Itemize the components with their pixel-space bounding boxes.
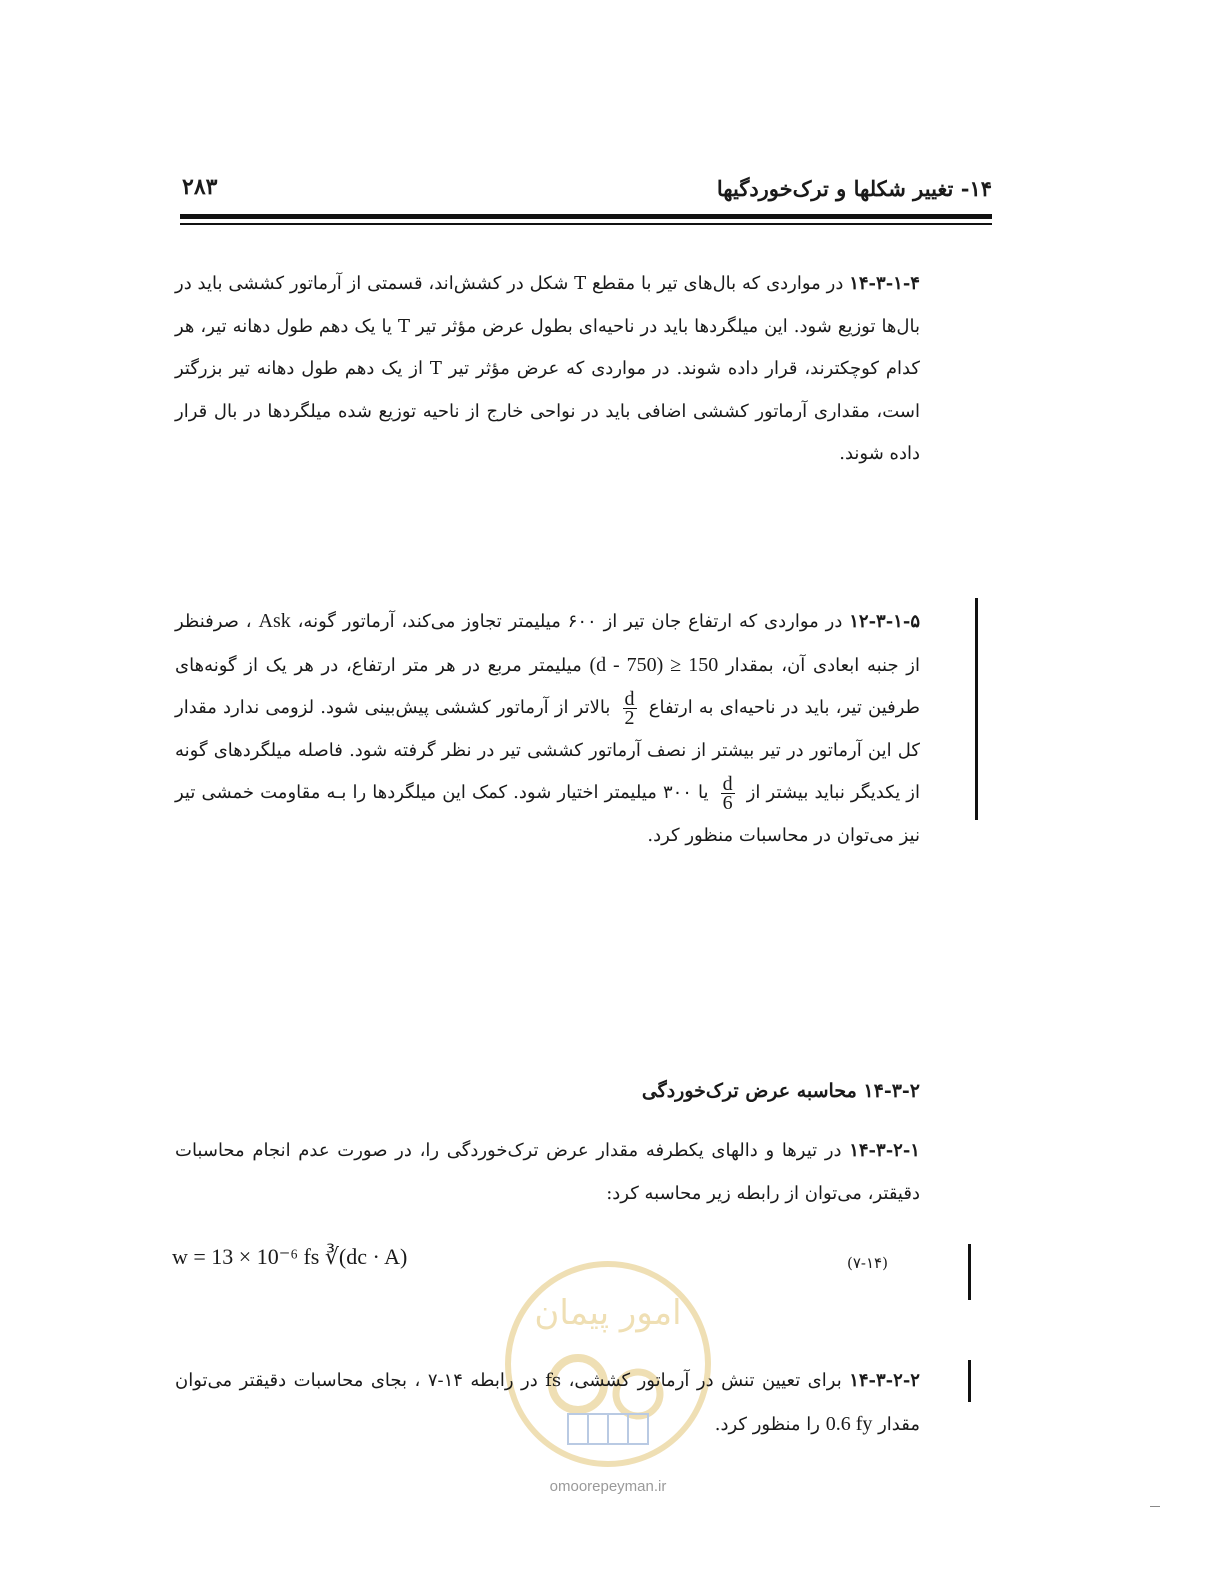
- clause-text-c: میلیمتر مربع در هر متر ارتفاع، در هر یک از گونه‌های طرفین تیر، باید در ناحیه‌ای به ارتفاع: [175, 654, 920, 718]
- crack-width-formula: w = 13 × 10⁻⁶ fs ∛(dc · A): [172, 1244, 408, 1269]
- fraction-d-over-6: $\frac{d}{6}$: [722, 772, 733, 814]
- clause-text-a: برای تعیین تنش در آرماتور کششی، fs در رابطه ۱۴-۷ ، بجای محاسبات دقیقتر می‌توان مقدار: [175, 1370, 920, 1435]
- page-number: ۲۸۳: [182, 174, 218, 200]
- watermark-site: omoorepeyman.ir: [549, 1478, 667, 1495]
- change-bar: [968, 1244, 971, 1300]
- symbol-ask: Ask: [258, 610, 291, 632]
- clause-number: ۱۲-۳-۱-۵: [849, 611, 920, 632]
- inline-value: 0.6 fy: [825, 1412, 873, 1435]
- equation-number: (۷-۱۴): [847, 1254, 888, 1272]
- change-bar: [975, 598, 978, 820]
- header-rule-thick: [180, 214, 992, 219]
- clause-text: در مواردی که بال‌های تیر با مقطع T شکل در کشش‌اند، قسمتی از آرماتور کششی باید در بال‌ها توزیع شود. این میلگردها باید در ناحیه‌ای بطول عرض مؤثر تیر T یا یک دهم طول دهانه تیر، هر کدام کوچکترند، قرار داده شوند. در مواردی که عرض مؤثر تیر T از یک دهم طول دهانه تیر بزرگتر است، مقداری آرماتور کششی اضافی باید در نواحی خارج از ناحیه توزیع شده میلگردها در بال قرار داده شوند.: [175, 273, 920, 464]
- header-rule-thin: [180, 223, 992, 225]
- margin-mark: [1150, 1506, 1160, 1507]
- paragraph-14-3-2-1: [175, 1130, 920, 1215]
- clause-text-b: ، صرفنظر از جنبه ابعادی آن، بمقدار: [175, 611, 920, 676]
- clause-text-a: در مواردی که ارتفاع جان تیر از ۶۰۰ میلیمتر تجاوز می‌کند، آرماتور گونه،: [297, 611, 843, 632]
- page-header: [180, 172, 992, 212]
- paragraph-12-3-1-5: [175, 600, 920, 857]
- clause-number: ۱۴-۳-۱-۴: [849, 273, 920, 294]
- clause-text-b: را منظور کرد.: [714, 1413, 820, 1435]
- paragraph-14-3-1-4: [175, 263, 920, 476]
- watermark-logo-text: امور پیمان: [534, 1293, 682, 1333]
- clause-text-d: بالاتر از آرماتور کششی پیش‌بینی شود. لزومی ندارد مقدار کل این آرماتور در تیر بیشتر از نصف آرماتور کششی تیر در نظر گرفته شود. فاصله میلگردهای گونه از یکدیگر نباید بیشتر از: [175, 697, 920, 803]
- paragraph-14-3-2-2: [175, 1360, 920, 1446]
- change-bar: [968, 1360, 971, 1402]
- chapter-title: ۱۴- تغییر شکلها و ترک‌خوردگیها: [716, 176, 992, 201]
- clause-text-e: یا ۳۰۰ میلیمتر اختیار شود. کمک این میلگردها را بـه مقاومت خمشی تیر نیز می‌توان در محاسبات منظور کرد.: [175, 782, 920, 846]
- clause-number: ۱۴-۳-۲-۱: [849, 1140, 920, 1161]
- clause-number: ۱۴-۳-۲-۲: [849, 1370, 920, 1391]
- inline-formula: (d - 750) ≥ 150: [589, 653, 719, 676]
- section-heading: ۱۴-۳-۲ محاسبه عرض ترک‌خوردگی: [641, 1080, 920, 1102]
- clause-text: در تیرها و دالهای یکطرفه مقدار عرض ترک‌خوردگی را، در صورت عدم انجام محاسبات دقیقتر، می‌توان از رابطه زیر محاسبه کرد:: [175, 1140, 920, 1204]
- fraction-d-over-2: $\frac{d}{2}$: [624, 687, 635, 729]
